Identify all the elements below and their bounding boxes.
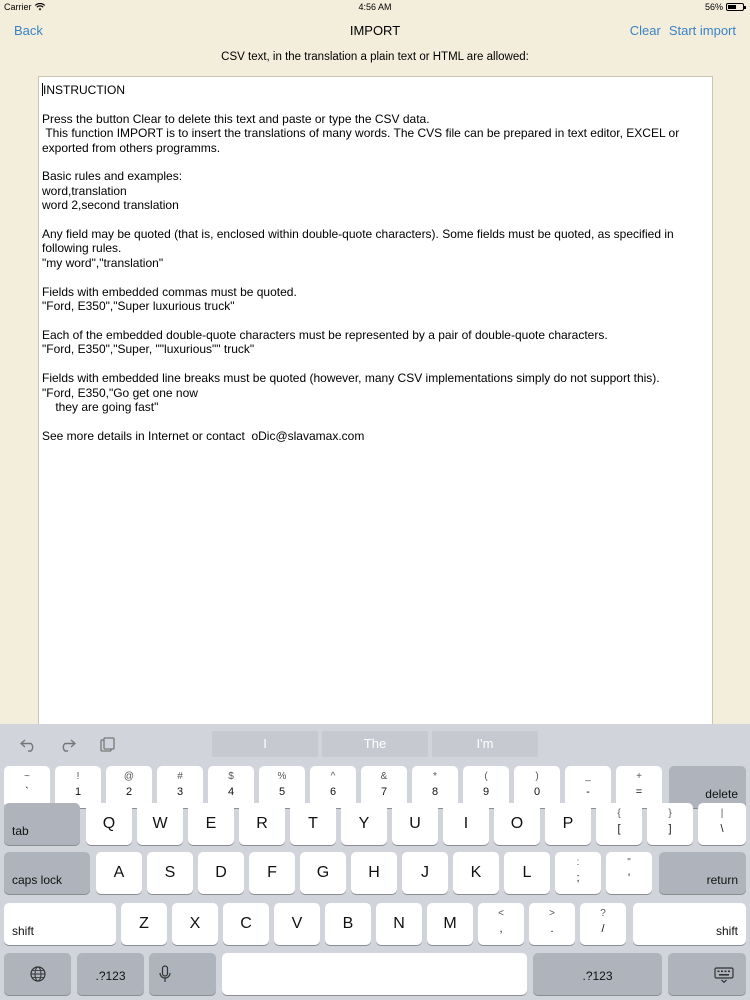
status-right [705,2,744,12]
status-time: 4:56 AM [358,2,392,12]
key-8[interactable]: * 8 [412,766,458,808]
key-comma[interactable]: < , [478,903,524,945]
globe-key[interactable] [4,953,71,995]
key-r[interactable]: R [239,803,285,845]
key-x[interactable]: X [172,903,218,945]
keyboard-dismiss-icon [714,967,734,983]
nav-bar [0,14,750,48]
key-t[interactable]: T [290,803,336,845]
redo-icon[interactable] [58,736,76,752]
suggestion-2[interactable]: The [322,731,428,757]
key-i[interactable]: I [443,803,489,845]
key-u[interactable]: U [392,803,438,845]
suggestion-1[interactable]: I [212,731,318,757]
keyboard [0,724,750,1000]
key-colon[interactable]: : ; [555,852,601,894]
globe-icon [30,966,46,982]
key-1[interactable]: ! 1 [55,766,101,808]
csv-text-area[interactable] [38,76,713,736]
suggestion-bar [0,724,750,764]
key-6[interactable]: ^ 6 [310,766,356,808]
key-minus[interactable]: _ - [565,766,611,808]
key-h[interactable]: H [351,852,397,894]
numbers-key-left[interactable]: .?123 [77,953,144,995]
delete-key[interactable]: delete [669,766,746,808]
suggestion-3[interactable]: I'm [432,731,538,757]
battery-fill [728,5,736,9]
start-import-button[interactable]: Start import [668,23,736,38]
key-v[interactable]: V [274,903,320,945]
key-b[interactable]: B [325,903,371,945]
key-right-brace[interactable]: } ] [647,803,693,845]
key-pipe[interactable]: | \ [698,803,746,845]
key-equals[interactable]: + = [616,766,662,808]
key-backtick[interactable]: ~ ` [4,766,50,808]
status-bar [0,0,750,14]
key-m[interactable]: M [427,903,473,945]
numbers-key-right[interactable]: .?123 [533,953,662,995]
clear-button[interactable]: Clear [629,23,661,38]
key-s[interactable]: S [147,852,193,894]
key-5[interactable]: % 5 [259,766,305,808]
key-left-brace[interactable]: { [ [596,803,642,845]
key-o[interactable]: O [494,803,540,845]
space-bar[interactable] [222,953,527,995]
key-9[interactable]: ( 9 [463,766,509,808]
key-p[interactable]: P [545,803,591,845]
key-7[interactable]: & 7 [361,766,407,808]
key-y[interactable]: Y [341,803,387,845]
battery-icon [726,3,744,11]
nav-actions [630,23,736,38]
key-slash[interactable]: ? / [580,903,626,945]
key-f[interactable]: F [249,852,295,894]
key-quote[interactable]: " ' [606,852,652,894]
dictation-key[interactable] [149,953,216,995]
key-period[interactable]: > . [529,903,575,945]
left-shift-key[interactable]: shift [4,903,116,945]
key-d[interactable]: D [198,852,244,894]
paste-icon[interactable] [98,736,116,752]
key-q[interactable]: Q [86,803,132,845]
page-title: IMPORT [349,23,401,38]
tab-key[interactable]: tab [4,803,80,845]
right-shift-key[interactable]: shift [633,903,746,945]
dismiss-keyboard-key[interactable] [668,953,746,995]
undo-icon[interactable] [20,736,38,752]
key-n[interactable]: N [376,903,422,945]
back-button[interactable]: Back [14,23,43,38]
key-3[interactable]: # 3 [157,766,203,808]
return-key[interactable]: return [659,852,746,894]
key-2[interactable]: @ 2 [106,766,152,808]
csv-text-content: INSTRUCTION Press the button Clear to delete this text and paste or type the CSV data. This function IMPORT is to insert the translations of many words. The CVS file can be prepared in text editor, EXCEL or exported from others programms. Basic rules and examples: word,translation word 2,second translation Any field may be quoted (that is, enclosed within double-quote characters). Some fields must be quoted, as specified in following rules. "my word","translation" Fields with embedded commas must be quoted. "Ford, E350","Super luxurious truck" Each of the embedded double-quote characters must be represented by a pair of double-quote characters. "Ford, E350","Super, ""luxurious"" truck" Fields with embedded line breaks must be quoted (however, many CSV implementations simply do not support this). "Ford, E350,"Go get one now they are going fast" See more details in Internet or contact oDic@slavamax.com [42,83,680,443]
key-l[interactable]: L [504,852,550,894]
key-4[interactable]: $ 4 [208,766,254,808]
key-e[interactable]: E [188,803,234,845]
key-k[interactable]: K [453,852,499,894]
csv-instructions-label: CSV text, in the translation a plain text or HTML are allowed: [221,51,529,63]
battery-percent: 56% [704,2,723,12]
key-w[interactable]: W [137,803,183,845]
key-a[interactable]: A [96,852,142,894]
key-g[interactable]: G [300,852,346,894]
caps-lock-key[interactable]: caps lock [4,852,90,894]
key-z[interactable]: Z [121,903,167,945]
carrier-label: Carrier [4,2,32,12]
key-c[interactable]: C [223,903,269,945]
key-j[interactable]: J [402,852,448,894]
microphone-icon [159,965,171,983]
key-0[interactable]: ) 0 [514,766,560,808]
